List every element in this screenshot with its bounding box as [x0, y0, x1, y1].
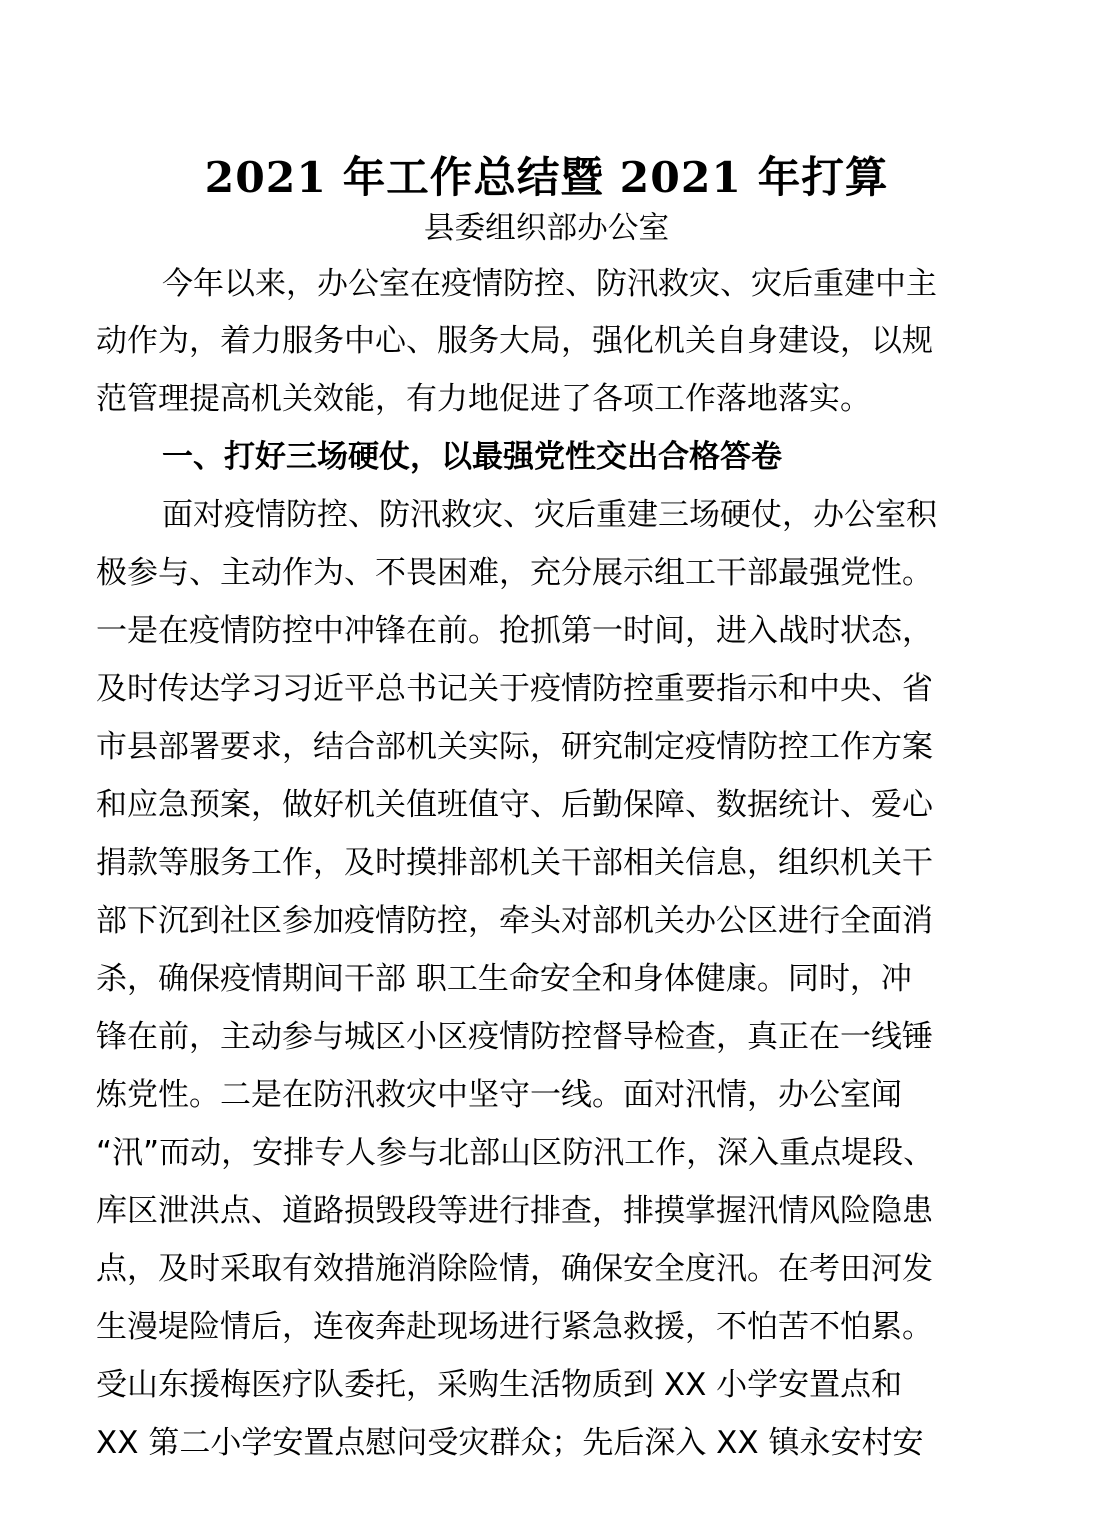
paragraph-line: 炼党性。二是在防汛救灾中坚守一线。面对汛情，办公室闻: [96, 1077, 902, 1113]
paragraph-line: 受山东援梅医疗队委托，采购生活物质到 XX 小学安置点和: [96, 1367, 903, 1403]
section-heading: 一、打好三场硬仗，以最强党性交出合格答卷: [162, 439, 782, 475]
paragraph-line: 和应急预案，做好机关值班值守、后勤保障、数据统计、爱心: [96, 787, 933, 823]
paragraph-line: 今年以来，办公室在疫情防控、防汛救灾、灾后重建中主: [162, 266, 937, 302]
paragraph-line: 范管理提高机关效能，有力地促进了各项工作落地落实。: [96, 381, 871, 417]
paragraph-line: “汛”而动，安排专人参与北部山区防汛工作，深入重点堤段、: [96, 1135, 935, 1171]
paragraph-line: 杀，确保疫情期间干部 职工生命安全和身体健康。同时，冲: [96, 961, 912, 997]
paragraph-line: XX 第二小学安置点慰问受灾群众；先后深入 XX 镇永安村安: [96, 1425, 924, 1461]
paragraph-line: 捐款等服务工作，及时摸排部机关干部相关信息，组织机关干: [96, 845, 933, 881]
document-title: 2021 年工作总结暨 2021 年打算: [204, 153, 889, 203]
paragraph-line: 库区泄洪点、道路损毁段等进行排查，排摸掌握汛情风险隐患: [96, 1193, 933, 1229]
paragraph-line: 面对疫情防控、防汛救灾、灾后重建三场硬仗，办公室积: [162, 497, 937, 533]
paragraph-line: 一是在疫情防控中冲锋在前。抢抓第一时间，进入战时状态，: [96, 613, 933, 649]
paragraph-line: 生漫堤险情后，连夜奔赴现场进行紧急救援，不怕苦不怕累。: [96, 1309, 933, 1345]
paragraph-line: 极参与、主动作为、不畏困难，充分展示组工干部最强党性。: [96, 555, 933, 591]
paragraph-line: 动作为，着力服务中心、服务大局，强化机关自身建设，以规: [96, 323, 933, 359]
document-subtitle: 县委组织部办公室: [423, 211, 670, 246]
paragraph-line: 市县部署要求，结合部机关实际，研究制定疫情防控工作方案: [96, 729, 933, 765]
paragraph-line: 及时传达学习习近平总书记关于疫情防控重要指示和中央、省: [96, 671, 933, 707]
paragraph-line: 部下沉到社区参加疫情防控，牵头对部机关办公区进行全面消: [96, 903, 933, 939]
paragraph-line: 点，及时采取有效措施消除险情，确保安全度汛。在考田河发: [96, 1251, 933, 1287]
paragraph-line: 锋在前，主动参与城区小区疫情防控督导检查，真正在一线锤: [96, 1019, 933, 1055]
